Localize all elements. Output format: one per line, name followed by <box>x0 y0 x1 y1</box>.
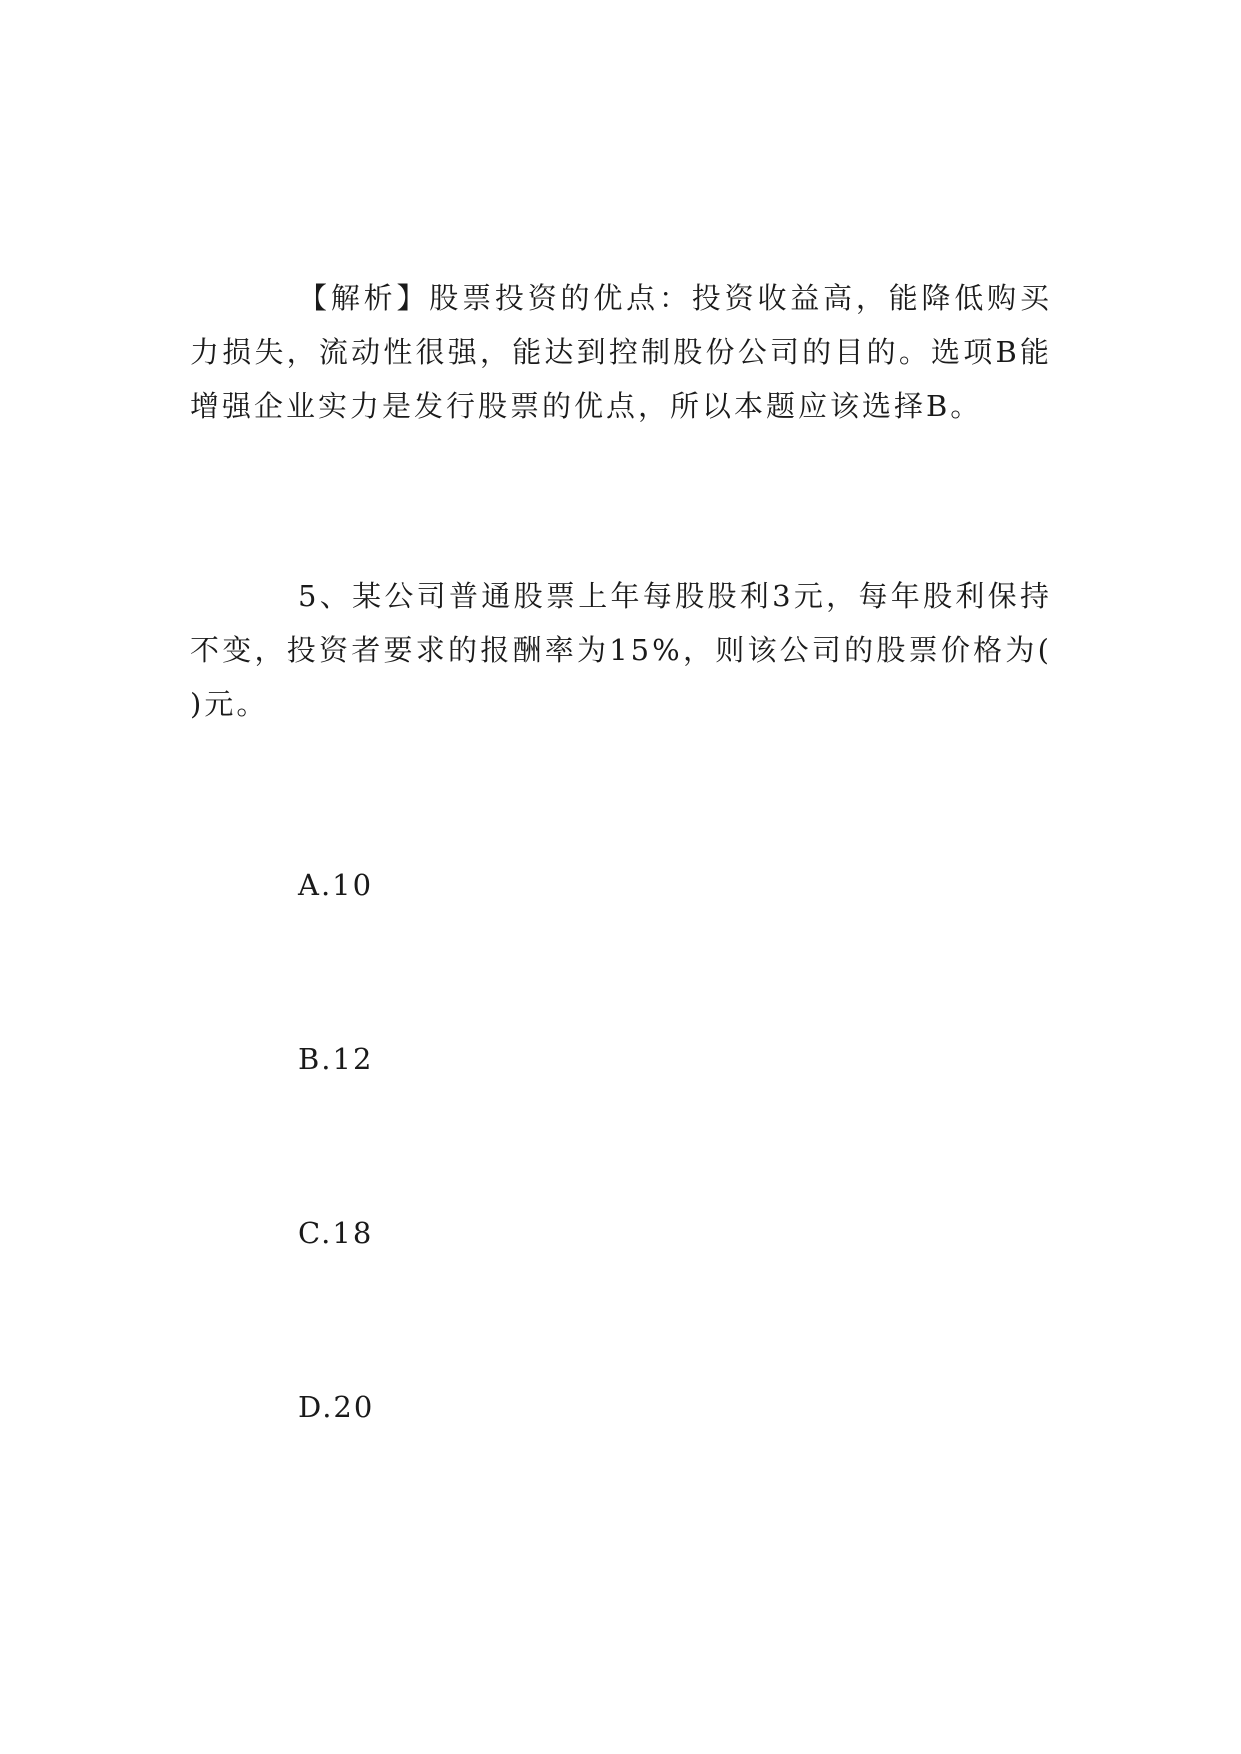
question-stem: 5、某公司普通股票上年每股股利3元，每年股利保持不变，投资者要求的报酬率为15%，则该公司的股票价格为( )元。 <box>190 579 1052 721</box>
option-b: B.12 <box>298 1042 374 1076</box>
analysis-paragraph: 【解析】股票投资的优点：投资收益高，能降低购买力损失，流动性很强，能达到控制股份公司的目的。选项B能增强企业实力是发行股票的优点，所以本题应该选择B。 <box>190 281 1052 423</box>
option-a: A.10 <box>298 868 374 902</box>
option-c: C.18 <box>298 1216 374 1250</box>
option-d: D.20 <box>298 1390 375 1424</box>
